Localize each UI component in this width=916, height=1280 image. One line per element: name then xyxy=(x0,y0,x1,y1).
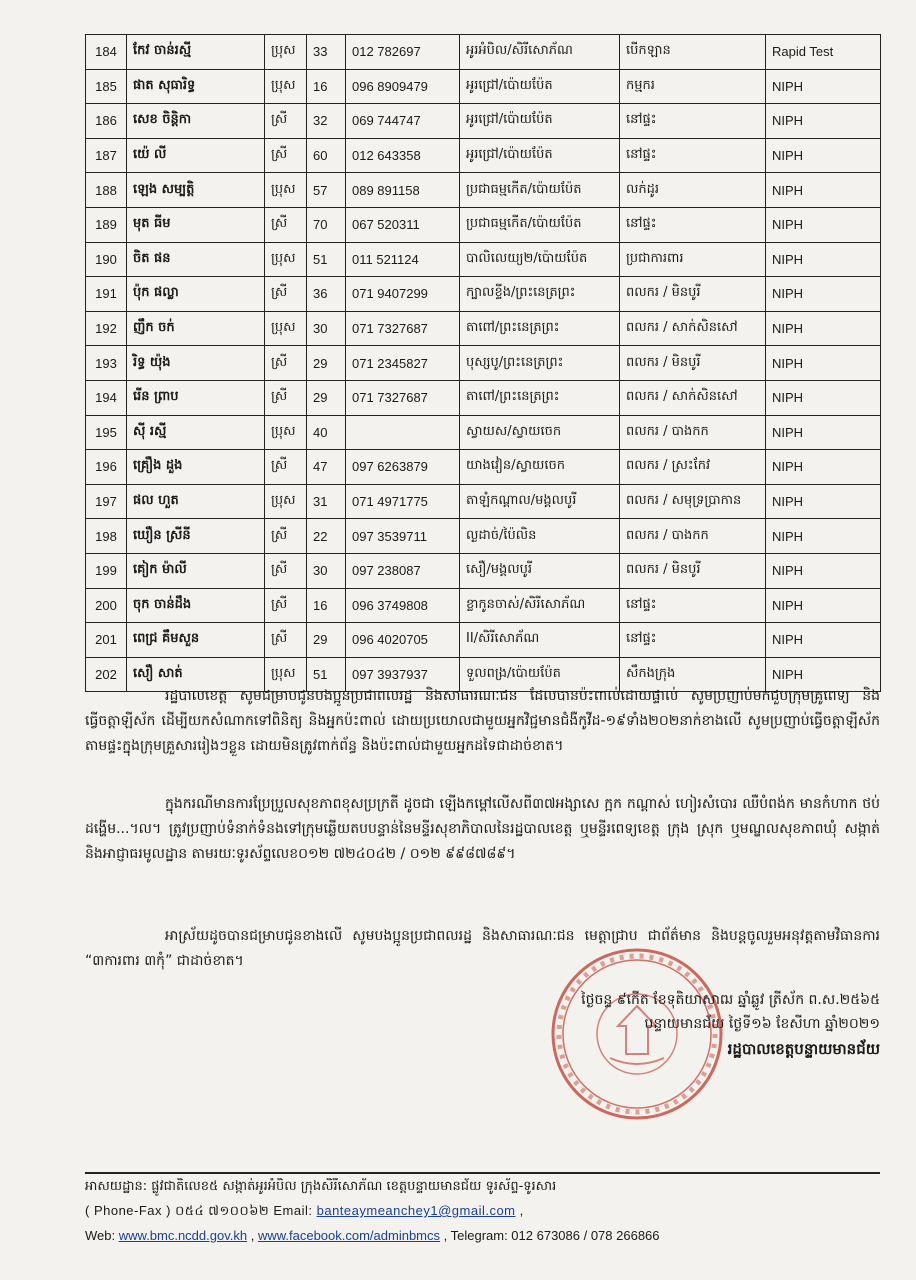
cell-age: 29 xyxy=(307,346,346,381)
cell-no: 187 xyxy=(86,138,127,173)
cell-age: 32 xyxy=(307,104,346,139)
cell-place: NIPH xyxy=(766,415,881,450)
cell-phone: 011 521124 xyxy=(346,242,460,277)
cell-age: 70 xyxy=(307,207,346,242)
cell-job: ពលករ / សាក់សិនសៅ xyxy=(620,380,766,415)
cell-phone: 097 238087 xyxy=(346,553,460,588)
cell-place: NIPH xyxy=(766,277,881,312)
table-row xyxy=(86,207,881,242)
cell-addr: II/សិរីសោភ័ណ xyxy=(460,623,620,658)
table-row xyxy=(86,623,881,658)
table-row xyxy=(86,277,881,312)
cell-phone: 097 3539711 xyxy=(346,519,460,554)
cell-place: NIPH xyxy=(766,450,881,485)
cell-job: ពលករ / សាក់សិនសៅ xyxy=(620,311,766,346)
cell-addr: តាពៅ/ព្រះនេត្រព្រះ xyxy=(460,380,620,415)
cell-sex: ប្រុស xyxy=(265,69,307,104)
cell-addr: តាពៅ/ព្រះនេត្រព្រះ xyxy=(460,311,620,346)
cell-place: NIPH xyxy=(766,519,881,554)
cell-sex: ប្រុស xyxy=(265,242,307,277)
cell-name: ស៊ី រស្មី xyxy=(127,415,265,450)
footer-website-link[interactable]: www.bmc.ncdd.gov.kh xyxy=(118,1228,248,1243)
cell-addr: បាលិលេយ្យ២/ប៉ោយប៉ែត xyxy=(460,242,620,277)
cell-place: NIPH xyxy=(766,207,881,242)
table-row xyxy=(86,519,881,554)
cell-age: 51 xyxy=(307,657,346,692)
cell-name: រើន ព្រាប xyxy=(127,380,265,415)
cell-addr: ស្វាយស/ស្វាយចេក xyxy=(460,415,620,450)
cell-no: 191 xyxy=(86,277,127,312)
cell-name: ប៉ុក ផល្លា xyxy=(127,277,265,312)
cell-phone: 071 4971775 xyxy=(346,484,460,519)
cell-addr: អូរអំបិល/សិរីសោភ័ណ xyxy=(460,35,620,70)
footer-sep: , xyxy=(247,1228,258,1243)
cell-age: 47 xyxy=(307,450,346,485)
cell-phone: 089 891158 xyxy=(346,173,460,208)
cell-name: ចុក ចាន់ដឹង xyxy=(127,588,265,623)
cell-sex: ស្រី xyxy=(265,450,307,485)
cell-sex: ប្រុស xyxy=(265,35,307,70)
footer-address: អាសយដ្ឋាន: ផ្លូវជាតិលេខ៥ សង្កាត់អូរអំបិល ក្រុងសិរីសោភ័ណ ខេត្តបន្ទាយមានជ័យ ទូរស័ព្ទ-ទូរសារ xyxy=(85,1179,557,1194)
cell-job: បើកឡាន xyxy=(620,35,766,70)
cell-no: 201 xyxy=(86,623,127,658)
cell-phone: 096 4020705 xyxy=(346,623,460,658)
cell-sex: ស្រី xyxy=(265,519,307,554)
cell-age: 31 xyxy=(307,484,346,519)
cell-place: NIPH xyxy=(766,242,881,277)
cell-phone: 071 7327687 xyxy=(346,311,460,346)
cell-sex: ប្រុស xyxy=(265,173,307,208)
cell-name: គៀក ម៉ាលី xyxy=(127,553,265,588)
signature-authority: រដ្ឋបាលខេត្តបន្ទាយមានជ័យ xyxy=(727,1040,880,1058)
cell-phone xyxy=(346,415,460,450)
cell-place: NIPH xyxy=(766,380,881,415)
notice-paragraph-2: ក្នុងករណីមានការប្រែប្រួលសុខភាពខុសប្រក្រតី ដូចជា ឡើងកម្តៅលើសពី៣៧អង្សាសេ ក្អក កណ្តាស់ ហៀរសំបោរ ឈឺបំពង់ក មានកំហាក ថប់ដង្ហើម...។ល។ ត្រូវប្រញាប់ទំនាក់ទំនងទៅក្រុមឆ្លើយតបបន្ទាន់នៃមន្ទីរសុខាភិបាលនៃរដ្ឋបាលខេត្ត ឬមន្ទីរពេទ្យខេត្ត ក្រុង ស្រុក ឬមណ្ឌលសុខភាពឃុំ សង្កាត់ និងអាជ្ញាធរមូលដ្ឋាន តាមរយៈទូរស័ព្ទលេខ០១២ ៧២៤០៤២ / ០១២ ៩៩៨៧៨៩។ xyxy=(85,796,880,862)
cell-sex: ប្រុស xyxy=(265,415,307,450)
cell-job: ប្រជាការពារ xyxy=(620,242,766,277)
cell-sex: ប្រុស xyxy=(265,657,307,692)
cell-name: សេខ ចិន្ដិកា xyxy=(127,104,265,139)
cell-place: NIPH xyxy=(766,311,881,346)
notice-paragraph-3: អាស្រ័យដូចបានជម្រាបជូនខាងលើ សូមបងប្អូនប្រជាពលរដ្ឋ និងសាធារណៈជន មេត្តាជ្រាប ជាព័ត៌មាន និងបន្តចូលរួមអនុវត្តតាមវិធានការ “៣ការពារ ៣កុំ” ជាដាច់ខាត។ xyxy=(85,928,880,969)
cell-sex: ស្រី xyxy=(265,138,307,173)
footer-web xyxy=(85,1228,880,1243)
cell-name: គ្រឿង ដួង xyxy=(127,450,265,485)
table-row xyxy=(86,35,881,70)
table-row xyxy=(86,553,881,588)
cell-job: នៅផ្ទះ xyxy=(620,588,766,623)
cell-name: ឃឿន ស្រីនី xyxy=(127,519,265,554)
cell-no: 194 xyxy=(86,380,127,415)
cell-sex: ស្រី xyxy=(265,588,307,623)
cell-addr: ខ្លាកូនចាស់/សិរីសោភ័ណ xyxy=(460,588,620,623)
cell-addr: បុស្សបូ/ព្រះនេត្រព្រះ xyxy=(460,346,620,381)
cell-job: កម្មករ xyxy=(620,69,766,104)
cell-name: មុត ធីម xyxy=(127,207,265,242)
cell-age: 60 xyxy=(307,138,346,173)
notice-paragraph-1: រដ្ឋបាលខេត្ត សូមជម្រាបជូនបងប្អូនប្រជាពលរដ្ឋ និងសាធារណៈជន ដែលបានប៉ះពាល់ដោយផ្ទាល់ សូមប្រញាប់មកជួបក្រុមគ្រូពេទ្យ និងធ្វើចត្តាឡីស័ក ដើម្បីយកសំណាកទៅពិនិត្យ និងអ្នកប៉ះពាល់ ដោយប្រយោលជាមួយអ្នកវិជ្ជមានជំងឺកូវីដ-១៩ទាំង២០២នាក់ខាងលើ សូមប្រញាប់ធ្វើចត្តាឡីស័កតាមផ្ទះក្នុងក្រុមគ្រួសាររៀងៗខ្លួន ដោយមិនត្រូវពាក់ព័ន្ធ និងប៉ះពាល់ជាមួយអ្នកដទៃជាដាច់ខាត។ xyxy=(85,688,880,754)
cell-no: 186 xyxy=(86,104,127,139)
cell-name: រិទ្ធ យ៉ុង xyxy=(127,346,265,381)
table-row xyxy=(86,380,881,415)
cell-age: 33 xyxy=(307,35,346,70)
cell-name: ចិត ផន xyxy=(127,242,265,277)
cell-name: ផល ហួត xyxy=(127,484,265,519)
cell-no: 193 xyxy=(86,346,127,381)
cell-no: 189 xyxy=(86,207,127,242)
cell-place: NIPH xyxy=(766,69,881,104)
footer-divider xyxy=(85,1172,880,1174)
cell-job: ពលករ / មិនបូរី xyxy=(620,277,766,312)
cell-name: កែវ ចាន់រស្មី xyxy=(127,35,265,70)
cell-addr: អូរជ្រៅ/ប៉ោយប៉ែត xyxy=(460,104,620,139)
cell-addr: តាឡំកណ្តាល/មង្គលបូរី xyxy=(460,484,620,519)
cell-job: នៅផ្ទះ xyxy=(620,104,766,139)
footer-email-link[interactable]: banteaymeanchey1@gmail.com xyxy=(316,1203,516,1218)
cell-age: 16 xyxy=(307,69,346,104)
cell-phone: 012 782697 xyxy=(346,35,460,70)
cell-name: ឡេង សម្បត្តិ xyxy=(127,173,265,208)
cell-age: 57 xyxy=(307,173,346,208)
cell-addr: ប្រជាធម្មកើត/ប៉ោយប៉ែត xyxy=(460,173,620,208)
cell-name: សឿ សាត់ xyxy=(127,657,265,692)
cell-age: 36 xyxy=(307,277,346,312)
cell-no: 196 xyxy=(86,450,127,485)
cell-sex: ស្រី xyxy=(265,207,307,242)
footer-phone-fax: ( Phone-Fax ) ០៥៤ ៧១០០៦២ Email: xyxy=(85,1203,317,1218)
table-row xyxy=(86,450,881,485)
cell-sex: ស្រី xyxy=(265,623,307,658)
cell-age: 29 xyxy=(307,380,346,415)
cell-no: 198 xyxy=(86,519,127,554)
cell-place: NIPH xyxy=(766,173,881,208)
cases-table-body xyxy=(86,35,881,692)
cell-place: Rapid Test xyxy=(766,35,881,70)
cell-place: NIPH xyxy=(766,138,881,173)
table-row xyxy=(86,69,881,104)
table-row xyxy=(86,138,881,173)
cell-phone: 012 643358 xyxy=(346,138,460,173)
cell-job: ពលករ / មិនបូរី xyxy=(620,346,766,381)
cell-sex: ប្រុស xyxy=(265,484,307,519)
cell-name: ញឹក ចក់ xyxy=(127,311,265,346)
cell-no: 199 xyxy=(86,553,127,588)
cell-name: ផាត សុធារិទ្ធ xyxy=(127,69,265,104)
cell-no: 202 xyxy=(86,657,127,692)
table-row xyxy=(86,311,881,346)
cell-phone: 071 2345827 xyxy=(346,346,460,381)
cell-age: 22 xyxy=(307,519,346,554)
cell-place: NIPH xyxy=(766,484,881,519)
cell-no: 195 xyxy=(86,415,127,450)
cell-no: 190 xyxy=(86,242,127,277)
cell-job: ពលករ / បាងកក xyxy=(620,519,766,554)
cell-name: ពេជ្រ គឹមសួន xyxy=(127,623,265,658)
cell-job: ពលករ / បាងកក xyxy=(620,415,766,450)
table-row xyxy=(86,173,881,208)
cell-sex: ស្រី xyxy=(265,277,307,312)
cell-age: 30 xyxy=(307,553,346,588)
cell-sex: ប្រុស xyxy=(265,311,307,346)
footer-email-suffix: , xyxy=(515,1203,524,1218)
cell-job: នៅផ្ទះ xyxy=(620,138,766,173)
cell-addr: ល្ងដាច់/ប៉ៃលិន xyxy=(460,519,620,554)
cell-phone: 097 6263879 xyxy=(346,450,460,485)
cell-no: 200 xyxy=(86,588,127,623)
cell-place: NIPH xyxy=(766,623,881,658)
table-row xyxy=(86,242,881,277)
cell-no: 185 xyxy=(86,69,127,104)
cell-place: NIPH xyxy=(766,657,881,692)
cell-addr: យាងវៀន/ស្វាយចេក xyxy=(460,450,620,485)
table-row xyxy=(86,484,881,519)
cell-age: 51 xyxy=(307,242,346,277)
cell-phone: 096 3749808 xyxy=(346,588,460,623)
cell-job: សឹកងក្រុង xyxy=(620,657,766,692)
cell-sex: ស្រី xyxy=(265,553,307,588)
cell-job: នៅផ្ទះ xyxy=(620,623,766,658)
table-row xyxy=(86,346,881,381)
cell-phone: 097 3937937 xyxy=(346,657,460,692)
cell-addr: ទួលពង្រ/ប៉ោយប៉ែត xyxy=(460,657,620,692)
footer-web-label: Web: xyxy=(85,1228,119,1243)
cell-addr: សឿ/មង្គលបូរី xyxy=(460,553,620,588)
cell-job: នៅផ្ទះ xyxy=(620,207,766,242)
cell-phone: 067 520311 xyxy=(346,207,460,242)
cell-place: NIPH xyxy=(766,588,881,623)
cell-place: NIPH xyxy=(766,553,881,588)
cell-phone: 069 744747 xyxy=(346,104,460,139)
cell-addr: អូរជ្រៅ/ប៉ោយប៉ែត xyxy=(460,69,620,104)
footer-facebook-link[interactable]: www.facebook.com/adminbmcs xyxy=(257,1228,441,1243)
cell-job: លក់ដូរ xyxy=(620,173,766,208)
cell-no: 192 xyxy=(86,311,127,346)
cell-age: 30 xyxy=(307,311,346,346)
footer-telegram: , Telegram: 012 673086 / 078 266866 xyxy=(440,1228,660,1243)
cell-sex: ស្រី xyxy=(265,346,307,381)
signature-lunar-date: ថ្ងៃចន្ទ ៩កើត ខែទុតិយាសាឍ ឆ្នាំឆ្លូវ ត្រីស័ក ព.ស.២៥៦៥ xyxy=(581,992,880,1008)
cell-age: 40 xyxy=(307,415,346,450)
cell-job: ពលករ / ស្រះកែវ xyxy=(620,450,766,485)
cell-sex: ស្រី xyxy=(265,104,307,139)
signature-solar-date: បន្ទាយមានជ័យ ថ្ងៃទី១៦ ខែសីហា ឆ្នាំ២០២១ xyxy=(644,1016,880,1032)
cell-job: ពលករ / មិនបូរី xyxy=(620,553,766,588)
cell-phone: 071 7327687 xyxy=(346,380,460,415)
table-row xyxy=(86,415,881,450)
cases-table xyxy=(85,34,881,692)
cell-no: 197 xyxy=(86,484,127,519)
table-row xyxy=(86,588,881,623)
cell-phone: 071 9407299 xyxy=(346,277,460,312)
cell-sex: ស្រី xyxy=(265,380,307,415)
cell-age: 29 xyxy=(307,623,346,658)
cell-addr: ប្រជាធម្មកើត/ប៉ោយប៉ែត xyxy=(460,207,620,242)
cell-place: NIPH xyxy=(766,104,881,139)
cell-place: NIPH xyxy=(766,346,881,381)
cell-addr: ក្បាលខ្ទីង/ព្រះនេត្រព្រះ xyxy=(460,277,620,312)
footer-contact xyxy=(85,1203,880,1222)
cell-phone: 096 8909479 xyxy=(346,69,460,104)
cell-addr: អូរជ្រៅ/ប៉ោយប៉ែត xyxy=(460,138,620,173)
cell-no: 188 xyxy=(86,173,127,208)
cell-name: យ៉េ លី xyxy=(127,138,265,173)
cell-age: 16 xyxy=(307,588,346,623)
cell-no: 184 xyxy=(86,35,127,70)
cell-job: ពលករ / សមុទ្រប្រាកាន xyxy=(620,484,766,519)
table-row xyxy=(86,104,881,139)
